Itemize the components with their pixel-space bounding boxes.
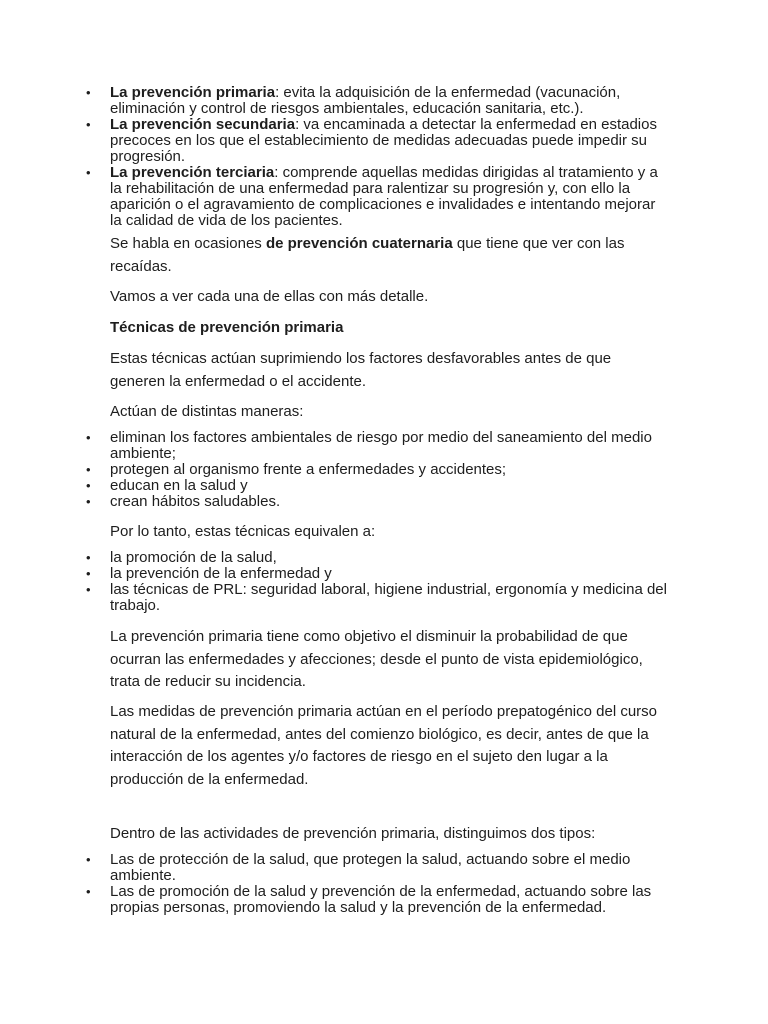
intro-detail-paragraph: Vamos a ver cada una de ellas con más detalle.	[110, 288, 429, 305]
maneras-paragraph: Actúan de distintas maneras:	[110, 403, 304, 420]
list-item: • crean hábitos saludables.	[110, 494, 670, 510]
list-item: • la prevención de la enfermedad y	[110, 566, 670, 582]
prevention-levels-list	[110, 85, 670, 229]
tecnicas-paragraph: Estas técnicas actúan suprimiendo los factores desfavorables antes de que generen la enfermedad o el accidente.	[110, 350, 612, 390]
term-terciaria-desc: : comprende aquellas medidas dirigidas al tratamiento y a la rehabilitación de una enfermedad para ralentizar su progresión y, con ello la aparición o el agravamiento de complicaciones e invalidades e intentando mejorar la calidad de vida de los pacientes.	[110, 164, 658, 229]
term-cuaternaria: de prevención cuaternaria	[265, 235, 453, 252]
equivalen-list	[110, 550, 670, 614]
list-item: • educan en la salud y	[110, 478, 670, 494]
term-secundaria-desc: : va encaminada a detectar la enfermedad en estadios precoces en los que el establecimiento de medidas adecuadas puede impedir su progresión.	[110, 116, 657, 165]
list-item	[110, 165, 670, 229]
tipos-paragraph: Dentro de las actividades de prevención primaria, distinguimos dos tipos:	[110, 825, 596, 842]
equivalen-paragraph: Por lo tanto, estas técnicas equivalen a:	[110, 523, 376, 540]
term-primaria-desc: : evita la adquisición de la enfermedad (vacunación, eliminación y control de riesgos ambientales, educación sanitaria, etc.).	[110, 84, 621, 117]
section-heading: Técnicas de prevención primaria	[110, 319, 344, 336]
list-item	[110, 85, 670, 117]
list-item: • la promoción de la salud,	[110, 550, 670, 566]
list-item	[110, 117, 670, 165]
objetivo-paragraph: La prevención primaria tiene como objetivo el disminuir la probabilidad de que ocurran las enfermedades y afecciones; desde el punto de vista epidemiológico, trata de reducir su incidencia.	[110, 628, 643, 690]
list-item: • las técnicas de PRL: seguridad laboral, higiene industrial, ergonomía y medicina del trabajo.	[110, 582, 670, 614]
term-terciaria: La prevención terciaria	[110, 164, 275, 181]
list-item: • Las de protección de la salud, que protegen la salud, actuando sobre el medio ambiente.	[110, 852, 670, 884]
cuaternaria-paragraph: Se habla en ocasiones de prevención cuaternaria que tiene que ver con las recaídas.	[110, 235, 625, 275]
tipos-list	[110, 852, 670, 916]
term-secundaria: La prevención secundaria	[110, 116, 296, 133]
list-item: • protegen al organismo frente a enfermedades y accidentes;	[110, 462, 670, 478]
maneras-list	[110, 430, 670, 510]
medidas-paragraph: Las medidas de prevención primaria actúan en el período prepatogénico del curso natural de la enfermedad, antes del comienzo biológico, es decir, antes de que la interacción de los agentes y/o factores de riesgo en el sujeto den lugar a la producción de la enfermedad.	[110, 703, 658, 788]
list-item: • Las de promoción de la salud y prevención de la enfermedad, actuando sobre las propias personas, promoviendo la salud y la prevención de la enfermedad.	[110, 884, 670, 916]
list-item: • eliminan los factores ambientales de riesgo por medio del saneamiento del medio ambiente;	[110, 430, 670, 462]
term-primaria: La prevención primaria	[110, 84, 276, 101]
